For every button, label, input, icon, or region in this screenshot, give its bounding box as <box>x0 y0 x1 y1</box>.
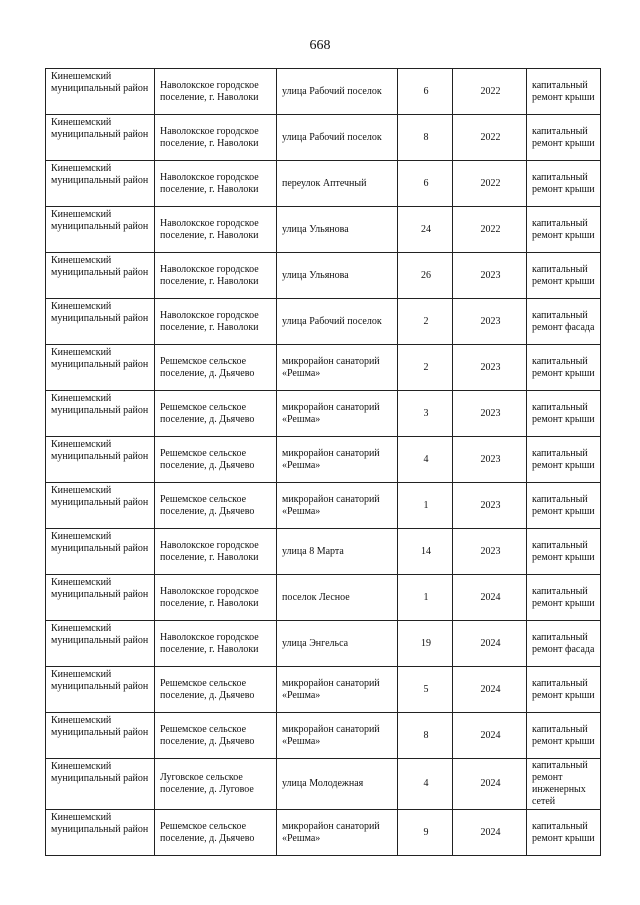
district-cell: Кинешемский муниципальный район <box>46 115 155 161</box>
district-cell: Кинешемский муниципальный район <box>46 207 155 253</box>
house-cell: 2 <box>398 299 453 345</box>
work-type-cell: капитальный ремонт крыши <box>527 483 601 529</box>
house-cell: 4 <box>398 437 453 483</box>
year-cell: 2024 <box>453 713 527 759</box>
table-row <box>46 299 601 345</box>
year-cell: 2023 <box>453 253 527 299</box>
house-cell: 2 <box>398 345 453 391</box>
settlement-cell: Решемское сельское поселение, д. Дьячево <box>155 437 277 483</box>
table-row <box>46 437 601 483</box>
work-type-cell: капитальный ремонт крыши <box>527 667 601 713</box>
table-row <box>46 161 601 207</box>
district-cell: Кинешемский муниципальный район <box>46 529 155 575</box>
address-cell: улица Рабочий поселок <box>277 299 398 345</box>
settlement-cell: Решемское сельское поселение, д. Дьячево <box>155 667 277 713</box>
year-cell: 2022 <box>453 207 527 253</box>
table-row <box>46 345 601 391</box>
address-cell: переулок Аптечный <box>277 161 398 207</box>
address-cell: микрорайон санаторий «Решма» <box>277 483 398 529</box>
address-cell: улица Ульянова <box>277 253 398 299</box>
year-cell: 2023 <box>453 529 527 575</box>
work-type-cell: капитальный ремонт крыши <box>527 713 601 759</box>
year-cell: 2024 <box>453 575 527 621</box>
house-cell: 9 <box>398 810 453 856</box>
year-cell: 2023 <box>453 437 527 483</box>
year-cell: 2022 <box>453 161 527 207</box>
work-type-cell: капитальный ремонт крыши <box>527 529 601 575</box>
address-cell: улица Энгельса <box>277 621 398 667</box>
district-cell: Кинешемский муниципальный район <box>46 667 155 713</box>
address-cell: микрорайон санаторий «Решма» <box>277 437 398 483</box>
table-row <box>46 483 601 529</box>
work-type-cell: капитальный ремонт инженерных сетей <box>527 759 601 810</box>
work-type-cell: капитальный ремонт крыши <box>527 115 601 161</box>
house-cell: 26 <box>398 253 453 299</box>
district-cell: Кинешемский муниципальный район <box>46 253 155 299</box>
settlement-cell: Решемское сельское поселение, д. Дьячево <box>155 483 277 529</box>
settlement-cell: Решемское сельское поселение, д. Дьячево <box>155 345 277 391</box>
table-row <box>46 575 601 621</box>
house-cell: 8 <box>398 713 453 759</box>
table-row <box>46 713 601 759</box>
district-cell: Кинешемский муниципальный район <box>46 483 155 529</box>
table-row <box>46 253 601 299</box>
district-cell: Кинешемский муниципальный район <box>46 437 155 483</box>
year-cell: 2023 <box>453 483 527 529</box>
page-number: 668 <box>309 38 331 53</box>
address-cell: улица Рабочий поселок <box>277 69 398 115</box>
address-cell: микрорайон санаторий «Решма» <box>277 391 398 437</box>
table-row <box>46 810 601 856</box>
year-cell: 2023 <box>453 391 527 437</box>
table-row <box>46 621 601 667</box>
settlement-cell: Наволокское городское поселение, г. Наволоки <box>155 299 277 345</box>
table-row <box>46 529 601 575</box>
house-cell: 6 <box>398 69 453 115</box>
address-cell: улица 8 Марта <box>277 529 398 575</box>
district-cell: Кинешемский муниципальный район <box>46 299 155 345</box>
work-type-cell: капитальный ремонт крыши <box>527 575 601 621</box>
year-cell: 2024 <box>453 667 527 713</box>
year-cell: 2023 <box>453 299 527 345</box>
repair-schedule-table <box>45 68 601 856</box>
settlement-cell: Решемское сельское поселение, д. Дьячево <box>155 713 277 759</box>
year-cell: 2024 <box>453 759 527 810</box>
address-cell: улица Ульянова <box>277 207 398 253</box>
settlement-cell: Решемское сельское поселение, д. Дьячево <box>155 391 277 437</box>
house-cell: 8 <box>398 115 453 161</box>
settlement-cell: Наволокское городское поселение, г. Наволоки <box>155 621 277 667</box>
settlement-cell: Наволокское городское поселение, г. Наволоки <box>155 253 277 299</box>
house-cell: 6 <box>398 161 453 207</box>
year-cell: 2024 <box>453 810 527 856</box>
settlement-cell: Решемское сельское поселение, д. Дьячево <box>155 810 277 856</box>
work-type-cell: капитальный ремонт крыши <box>527 437 601 483</box>
table-row <box>46 759 601 810</box>
table-body <box>46 69 601 856</box>
house-cell: 24 <box>398 207 453 253</box>
table-row <box>46 391 601 437</box>
address-cell: микрорайон санаторий «Решма» <box>277 667 398 713</box>
house-cell: 14 <box>398 529 453 575</box>
house-cell: 5 <box>398 667 453 713</box>
district-cell: Кинешемский муниципальный район <box>46 161 155 207</box>
district-cell: Кинешемский муниципальный район <box>46 391 155 437</box>
year-cell: 2022 <box>453 69 527 115</box>
house-cell: 19 <box>398 621 453 667</box>
table-row <box>46 207 601 253</box>
address-cell: микрорайон санаторий «Решма» <box>277 345 398 391</box>
district-cell: Кинешемский муниципальный район <box>46 575 155 621</box>
work-type-cell: капитальный ремонт фасада <box>527 299 601 345</box>
work-type-cell: капитальный ремонт крыши <box>527 253 601 299</box>
year-cell: 2024 <box>453 621 527 667</box>
district-cell: Кинешемский муниципальный район <box>46 69 155 115</box>
house-cell: 1 <box>398 483 453 529</box>
year-cell: 2023 <box>453 345 527 391</box>
settlement-cell: Наволокское городское поселение, г. Наволоки <box>155 207 277 253</box>
table-row <box>46 69 601 115</box>
address-cell: микрорайон санаторий «Решма» <box>277 713 398 759</box>
address-cell: поселок Лесное <box>277 575 398 621</box>
table-row <box>46 667 601 713</box>
district-cell: Кинешемский муниципальный район <box>46 759 155 810</box>
house-cell: 4 <box>398 759 453 810</box>
work-type-cell: капитальный ремонт крыши <box>527 345 601 391</box>
house-cell: 1 <box>398 575 453 621</box>
work-type-cell: капитальный ремонт фасада <box>527 621 601 667</box>
district-cell: Кинешемский муниципальный район <box>46 713 155 759</box>
settlement-cell: Наволокское городское поселение, г. Наволоки <box>155 69 277 115</box>
address-cell: улица Рабочий поселок <box>277 115 398 161</box>
settlement-cell: Наволокское городское поселение, г. Наволоки <box>155 575 277 621</box>
district-cell: Кинешемский муниципальный район <box>46 621 155 667</box>
work-type-cell: капитальный ремонт крыши <box>527 207 601 253</box>
district-cell: Кинешемский муниципальный район <box>46 345 155 391</box>
table-row <box>46 115 601 161</box>
work-type-cell: капитальный ремонт крыши <box>527 69 601 115</box>
year-cell: 2022 <box>453 115 527 161</box>
work-type-cell: капитальный ремонт крыши <box>527 391 601 437</box>
settlement-cell: Наволокское городское поселение, г. Наволоки <box>155 529 277 575</box>
settlement-cell: Наволокское городское поселение, г. Наволоки <box>155 161 277 207</box>
work-type-cell: капитальный ремонт крыши <box>527 810 601 856</box>
settlement-cell: Луговское сельское поселение, д. Луговое <box>155 759 277 810</box>
address-cell: микрорайон санаторий «Решма» <box>277 810 398 856</box>
district-cell: Кинешемский муниципальный район <box>46 810 155 856</box>
address-cell: улица Молодежная <box>277 759 398 810</box>
work-type-cell: капитальный ремонт крыши <box>527 161 601 207</box>
settlement-cell: Наволокское городское поселение, г. Наволоки <box>155 115 277 161</box>
house-cell: 3 <box>398 391 453 437</box>
